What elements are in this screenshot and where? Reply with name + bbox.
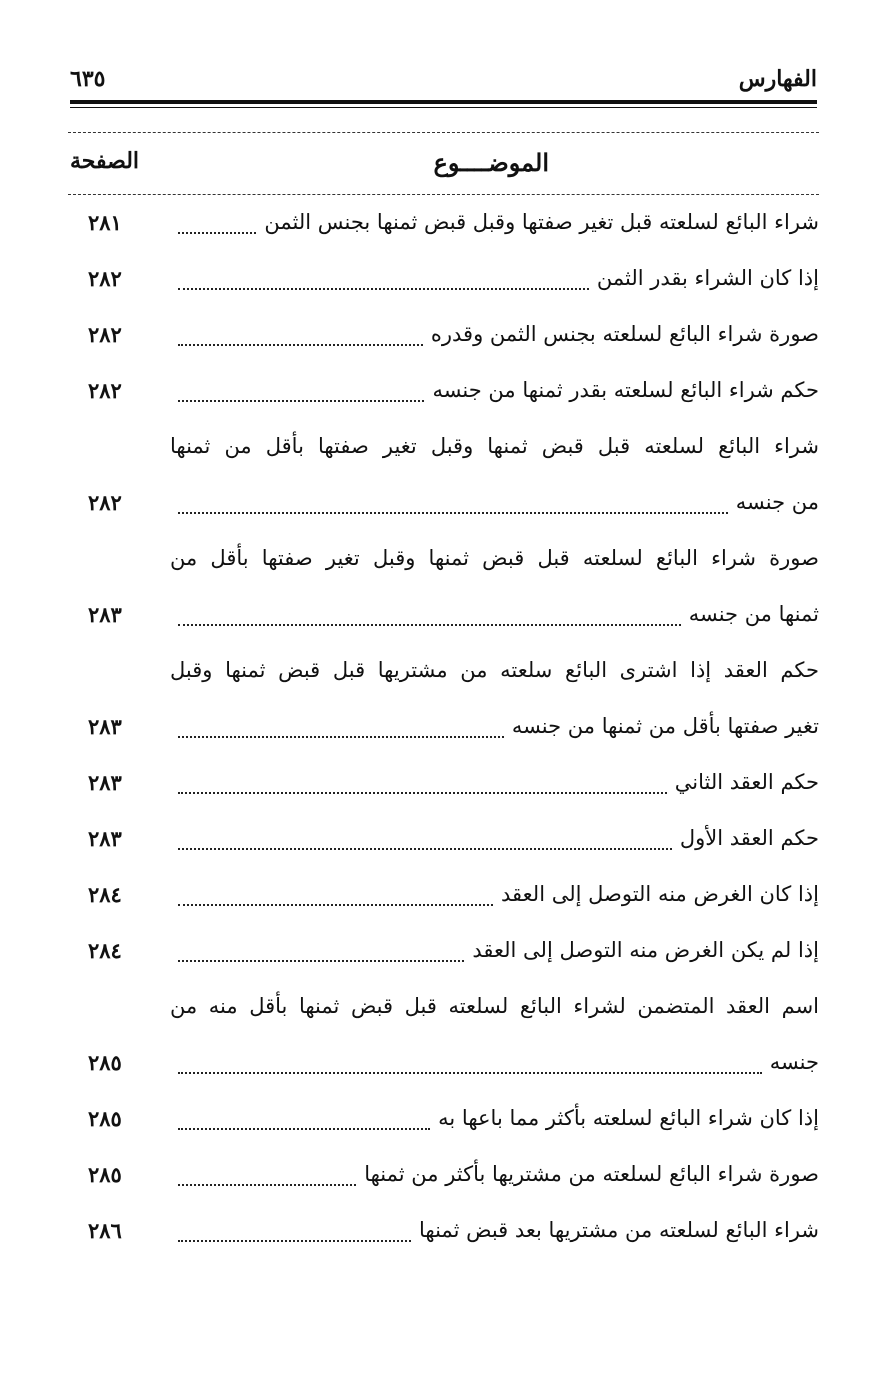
entry-line [0,424,879,480]
topic-column-heading: الموضــــوع [433,148,549,177]
entry-text: اسم العقد المتضمن لشراء البائع لسلعته قبل قبض ثمنها بأقل منه من [170,994,819,1018]
entry-line [0,368,879,424]
index-entry [0,536,879,648]
entry-page-number: ٢٨٤ [88,938,122,963]
index-entry [0,984,879,1096]
dot-leader [178,400,424,402]
entry-line [0,480,879,536]
entry-page-number: ٢٨٢ [88,490,122,515]
index-entries [0,200,879,1264]
dot-leader [178,1184,356,1186]
index-entry [0,872,879,928]
entry-text: ثمنها من جنسه [688,602,819,626]
header-rule-thick [70,100,817,104]
entry-line [0,704,879,760]
entry-line [0,312,879,368]
page-column-heading: الصفحة [70,148,140,174]
entry-text: حكم العقد الثاني [674,770,819,794]
entry-text: إذا لم يكن الغرض منه التوصل إلى العقد [472,938,819,962]
entry-line [0,1096,879,1152]
entry-line [0,648,879,704]
entry-page-number: ٢٨٣ [88,826,122,851]
entry-text: حكم العقد الأول [679,826,819,850]
entry-line [0,1152,879,1208]
entry-line [0,536,879,592]
entry-page-number: ٢٨٢ [88,266,122,291]
entry-line [0,760,879,816]
dot-leader [178,288,589,290]
entry-line [0,816,879,872]
entry-line [0,1040,879,1096]
entry-page-number: ٢٨٢ [88,378,122,403]
dashed-divider-columns [68,194,819,195]
index-entry [0,1152,879,1208]
index-entry [0,424,879,536]
entry-line [0,592,879,648]
entry-page-number: ٢٨٣ [88,770,122,795]
index-entry [0,256,879,312]
index-entry [0,816,879,872]
entry-text: شراء البائع لسلعته من مشتريها بعد قبض ثمنها [419,1218,819,1242]
dot-leader [178,1072,762,1074]
entry-text: صورة شراء البائع لسلعته من مشتريها بأكثر من ثمنها [364,1162,819,1186]
index-entry [0,928,879,984]
index-entry [0,648,879,760]
entry-text: إذا كان شراء البائع لسلعته بأكثر مما باعها به [438,1106,819,1130]
dashed-divider-top [68,132,819,133]
index-entry [0,1096,879,1152]
entry-page-number: ٢٨٣ [88,714,122,739]
entry-text: إذا كان الشراء بقدر الثمن [596,266,819,290]
index-entry [0,200,879,256]
entry-text: من جنسه [735,490,819,514]
page-number: ٦٣٥ [70,66,106,92]
column-headers [70,148,817,184]
dot-leader [178,848,672,850]
header-rule-thin [70,107,817,108]
dot-leader [178,624,681,626]
dot-leader [178,960,464,962]
index-entry [0,760,879,816]
entry-text: حكم العقد إذا اشترى البائع سلعته من مشتريها قبل قبض ثمنها وقبل [170,658,819,682]
page-header [70,66,817,100]
entry-text: حكم شراء البائع لسلعته بقدر ثمنها من جنسه [432,378,819,402]
entry-page-number: ٢٨١ [88,210,122,235]
dot-leader [178,512,728,514]
dot-leader [178,1240,411,1242]
dot-leader [178,232,256,234]
entry-page-number: ٢٨٤ [88,882,122,907]
dot-leader [178,1128,430,1130]
entry-text: تغير صفتها بأقل من ثمنها من جنسه [511,714,819,738]
entry-text: جنسه [769,1050,819,1074]
entry-page-number: ٢٨٥ [88,1106,122,1131]
entry-line [0,200,879,256]
entry-text: إذا كان الغرض منه التوصل إلى العقد [501,882,819,906]
entry-page-number: ٢٨٥ [88,1050,122,1075]
dot-leader [178,792,667,794]
index-entry [0,312,879,368]
entry-text: شراء البائع لسلعته قبل قبض ثمنها وقبل تغير صفتها بأقل من ثمنها [170,434,819,458]
running-title: الفهارس [738,66,817,92]
entry-line [0,928,879,984]
dot-leader [178,344,423,346]
entry-page-number: ٢٨٢ [88,322,122,347]
entry-page-number: ٢٨٦ [88,1218,122,1243]
entry-text: صورة شراء البائع لسلعته بجنس الثمن وقدره [430,322,819,346]
entry-text: صورة شراء البائع لسلعته قبل قبض ثمنها وقبل تغير صفتها بأقل من [170,546,819,570]
index-entry [0,1208,879,1264]
dot-leader [178,904,493,906]
entry-line [0,984,879,1040]
dot-leader [178,736,504,738]
entry-page-number: ٢٨٥ [88,1162,122,1187]
index-entry [0,368,879,424]
entry-page-number: ٢٨٣ [88,602,122,627]
entry-line [0,1208,879,1264]
entry-text: شراء البائع لسلعته قبل تغير صفتها وقبل قبض ثمنها بجنس الثمن [264,210,819,234]
entry-line [0,872,879,928]
entry-line [0,256,879,312]
